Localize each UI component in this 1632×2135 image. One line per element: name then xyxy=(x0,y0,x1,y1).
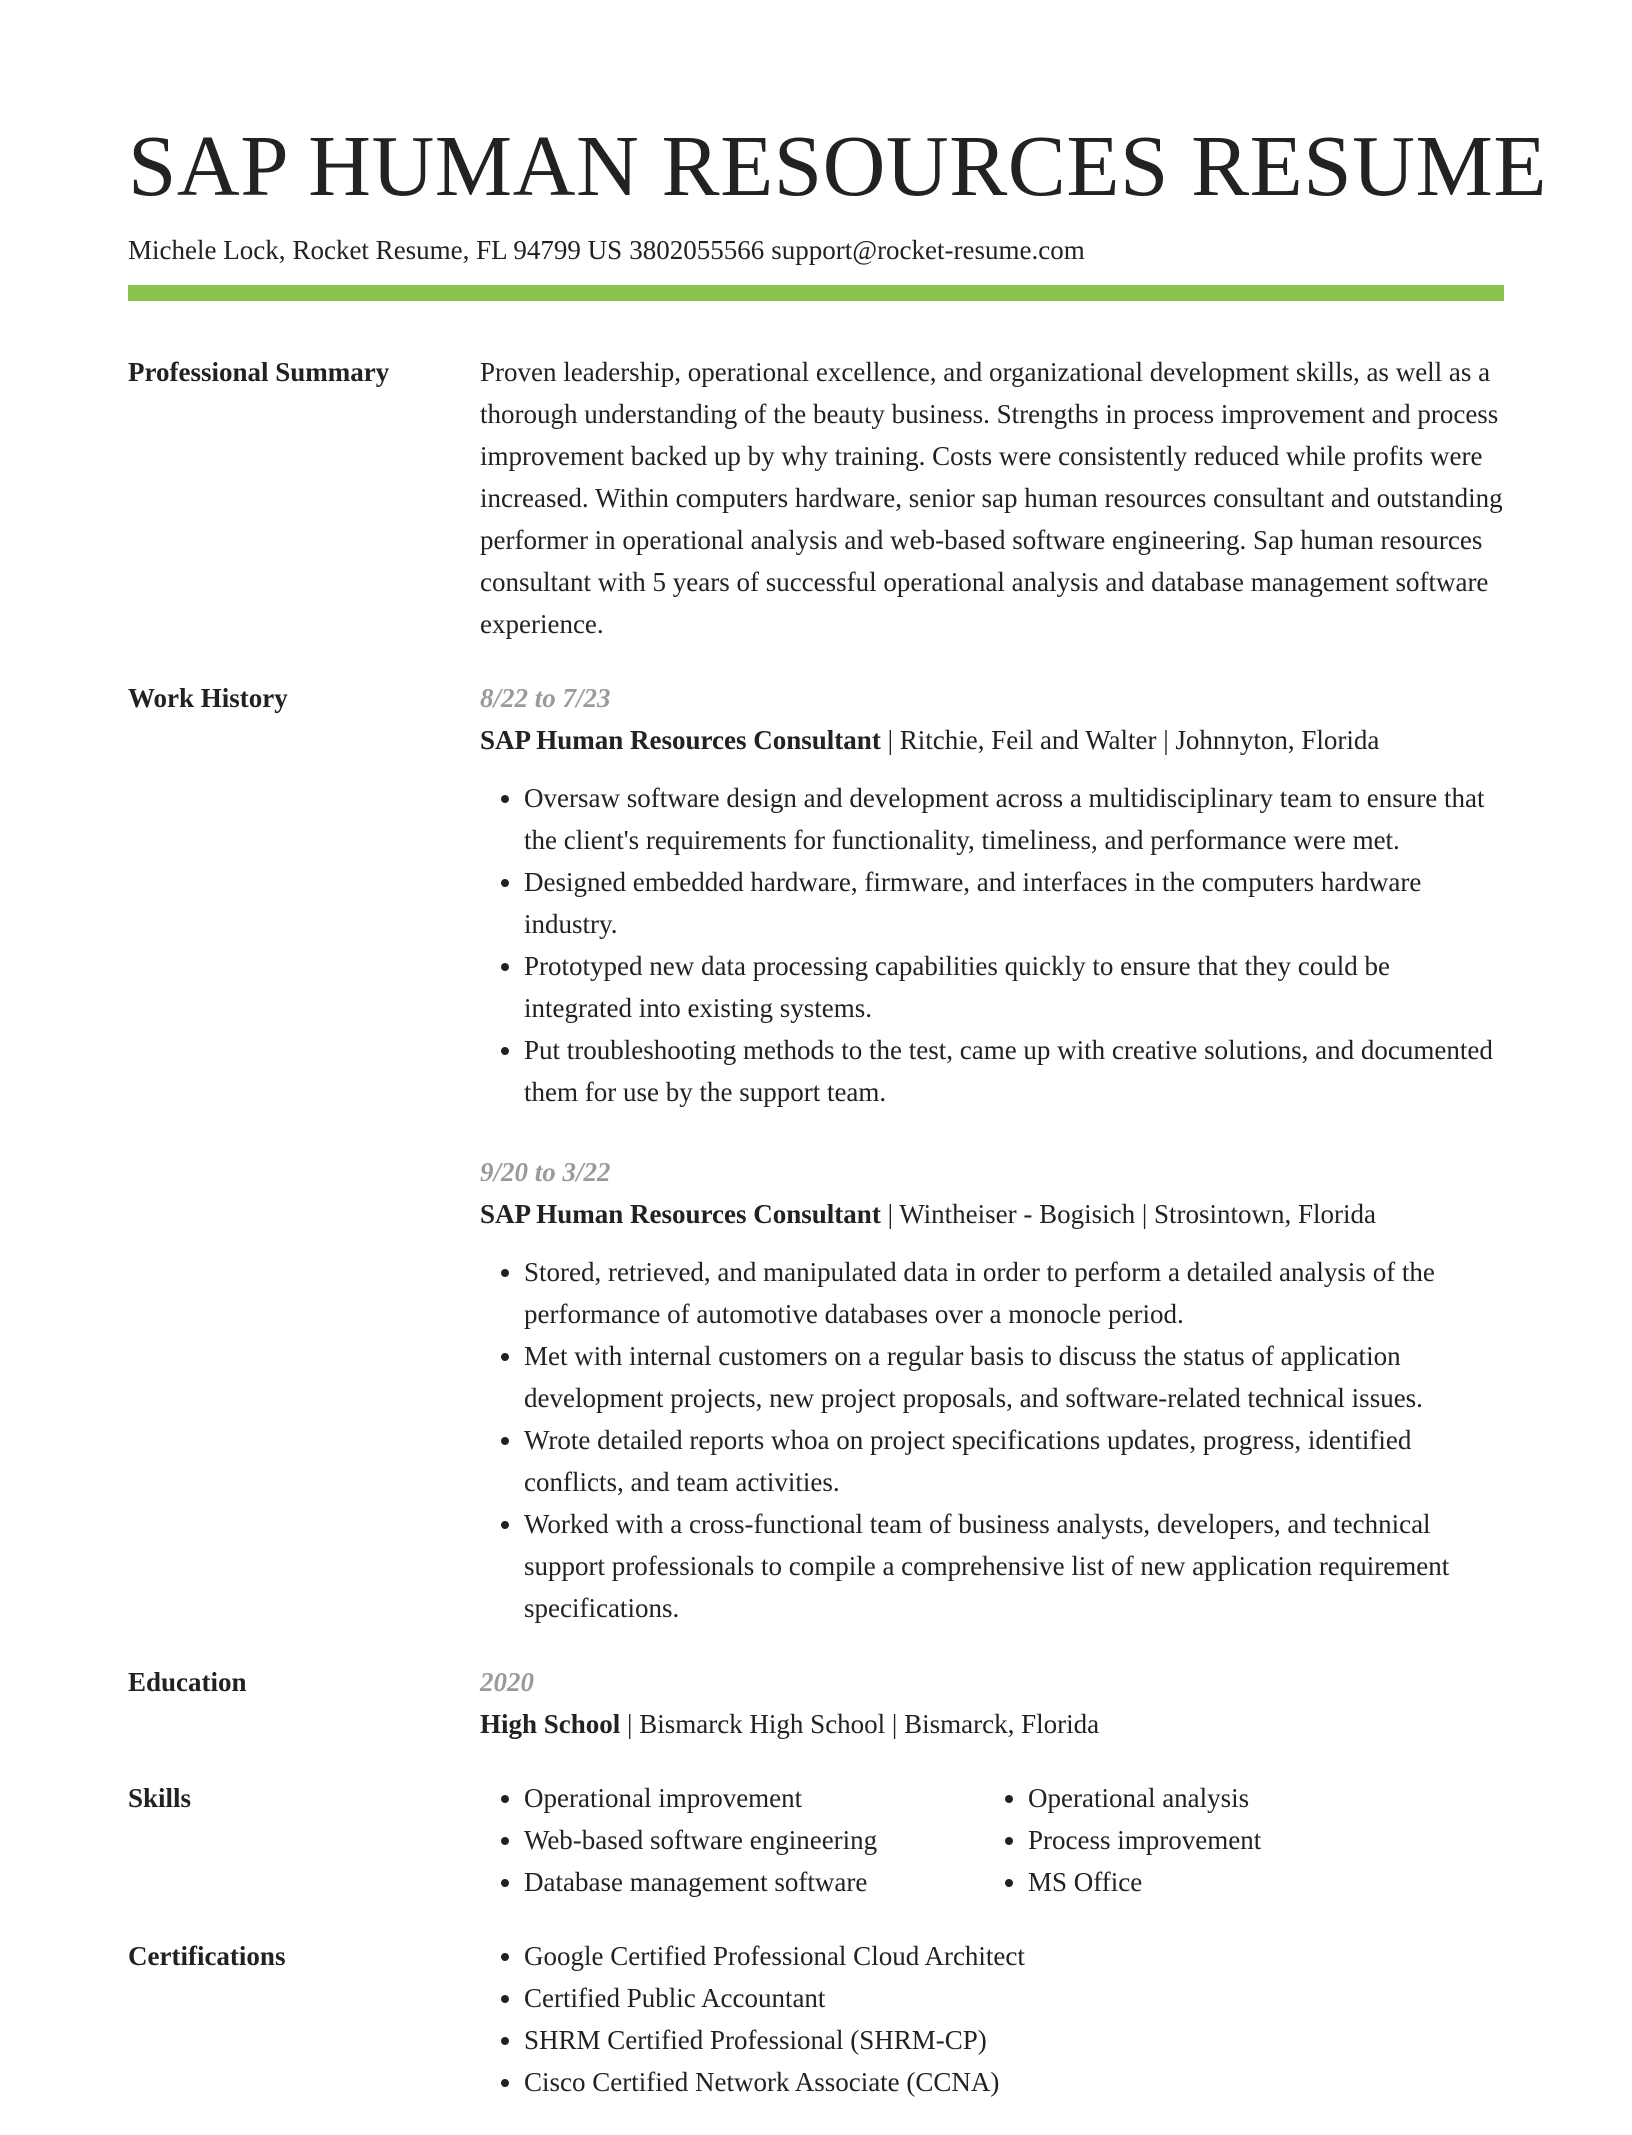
job-role-line xyxy=(480,719,1504,761)
contact-email: support@rocket-resume.com xyxy=(771,235,1085,265)
job-dates: 9/20 to 3/22 xyxy=(480,1157,611,1187)
education-degree: High School xyxy=(480,1709,621,1739)
skills-column xyxy=(480,1777,984,1903)
job-bullet: • Wrote detailed reports whoa on project specifications updates, progress, identified conflicts, and team activities. xyxy=(524,1419,1504,1503)
section-label-certifications: Certifications xyxy=(128,1941,286,1971)
skills-body xyxy=(480,1777,1504,1903)
certifications-body xyxy=(480,1935,1504,2103)
skills-section xyxy=(128,1777,1504,1903)
skill-item: • Operational improvement xyxy=(524,1777,984,1819)
job-entry xyxy=(480,1151,1504,1629)
resume-title: SAP HUMAN RESOURCES RESUME xyxy=(128,117,1547,214)
job-bullet: • Stored, retrieved, and manipulated data in order to perform a detailed analysis of the performance of automotive databases over a monocle period. xyxy=(524,1251,1504,1335)
work-history-body xyxy=(480,677,1504,1629)
certification-item: • Cisco Certified Network Associate (CCNA) xyxy=(524,2061,1504,2103)
skill-item: • Process improvement xyxy=(1028,1819,1261,1861)
skill-item: • MS Office xyxy=(1028,1861,1261,1903)
section-label-education: Education xyxy=(128,1667,247,1697)
job-employer: | Wintheiser - Bogisich | Strosintown, Florida xyxy=(880,1199,1377,1229)
job-bullet: • Put troubleshooting methods to the test, came up with creative solutions, and documented them for use by the support team. xyxy=(524,1029,1504,1113)
skills-list xyxy=(984,1777,1261,1903)
contact-name: Michele Lock, xyxy=(128,235,286,265)
education-section xyxy=(128,1661,1504,1745)
job-bullets xyxy=(480,1251,1504,1629)
skill-item: • Web-based software engineering xyxy=(524,1819,984,1861)
job-title: SAP Human Resources Consultant xyxy=(480,725,881,755)
certifications-list xyxy=(480,1935,1504,2103)
contact-line xyxy=(128,232,1085,268)
job-title: SAP Human Resources Consultant xyxy=(480,1199,881,1229)
resume-sections xyxy=(128,351,1504,2135)
education-year: 2020 xyxy=(480,1667,534,1697)
job-bullet: • Met with internal customers on a regular basis to discuss the status of application development projects, new project proposals, and software-related technical issues. xyxy=(524,1335,1504,1419)
certification-item: • Certified Public Accountant xyxy=(524,1977,1504,2019)
job-bullet: • Prototyped new data processing capabilities quickly to ensure that they could be integrated into existing systems. xyxy=(524,945,1504,1029)
job-role-line xyxy=(480,1193,1504,1235)
education-line xyxy=(480,1703,1504,1745)
header-divider xyxy=(128,285,1504,301)
job-entry xyxy=(480,677,1504,1113)
skill-item: • Database management software xyxy=(524,1861,984,1903)
job-bullet: • Worked with a cross-functional team of business analysts, developers, and technical support professionals to compile a comprehensive list of new application requirement specifications. xyxy=(524,1503,1504,1629)
certifications-section xyxy=(128,1935,1504,2103)
skill-item: • Operational analysis xyxy=(1028,1777,1261,1819)
education-school: | Bismarck High School | Bismarck, Florida xyxy=(620,1709,1100,1739)
job-bullets xyxy=(480,777,1504,1113)
section-label-skills: Skills xyxy=(128,1783,192,1813)
job-employer: | Ritchie, Feil and Walter | Johnnyton, Florida xyxy=(880,725,1380,755)
job-bullet: • Oversaw software design and development across a multidisciplinary team to ensure that the client's requirements for functionality, timeliness, and performance were met. xyxy=(524,777,1504,861)
job-dates: 8/22 to 7/23 xyxy=(480,683,611,713)
section-label-work-history: Work History xyxy=(128,683,288,713)
contact-phone: 3802055566 xyxy=(629,235,765,265)
summary-section xyxy=(128,351,1504,645)
summary-text: Proven leadership, operational excellence, and organizational development skills, as well as a thorough understanding of the beauty business. Strengths in process improvement and process improvement backed up by why training. Costs were consistently reduced while profits were increased. Within computers hardware, senior sap human resources consultant and outstanding performer in operational analysis and web-based software engineering. Sap human resources consultant with 5 years of successful operational analysis and database management software experience. xyxy=(480,357,1503,639)
skills-list xyxy=(480,1777,984,1903)
contact-address: Rocket Resume, FL 94799 US xyxy=(292,235,623,265)
skills-column xyxy=(984,1777,1261,1903)
section-label-summary: Professional Summary xyxy=(128,357,390,387)
certification-item: • Google Certified Professional Cloud Architect xyxy=(524,1935,1504,1977)
summary-body xyxy=(480,351,1504,645)
education-body xyxy=(480,1661,1504,1745)
work-history-section xyxy=(128,677,1504,1629)
skills-grid xyxy=(480,1777,1504,1903)
certification-item: • SHRM Certified Professional (SHRM-CP) xyxy=(524,2019,1504,2061)
job-bullet: • Designed embedded hardware, firmware, and interfaces in the computers hardware industry. xyxy=(524,861,1504,945)
